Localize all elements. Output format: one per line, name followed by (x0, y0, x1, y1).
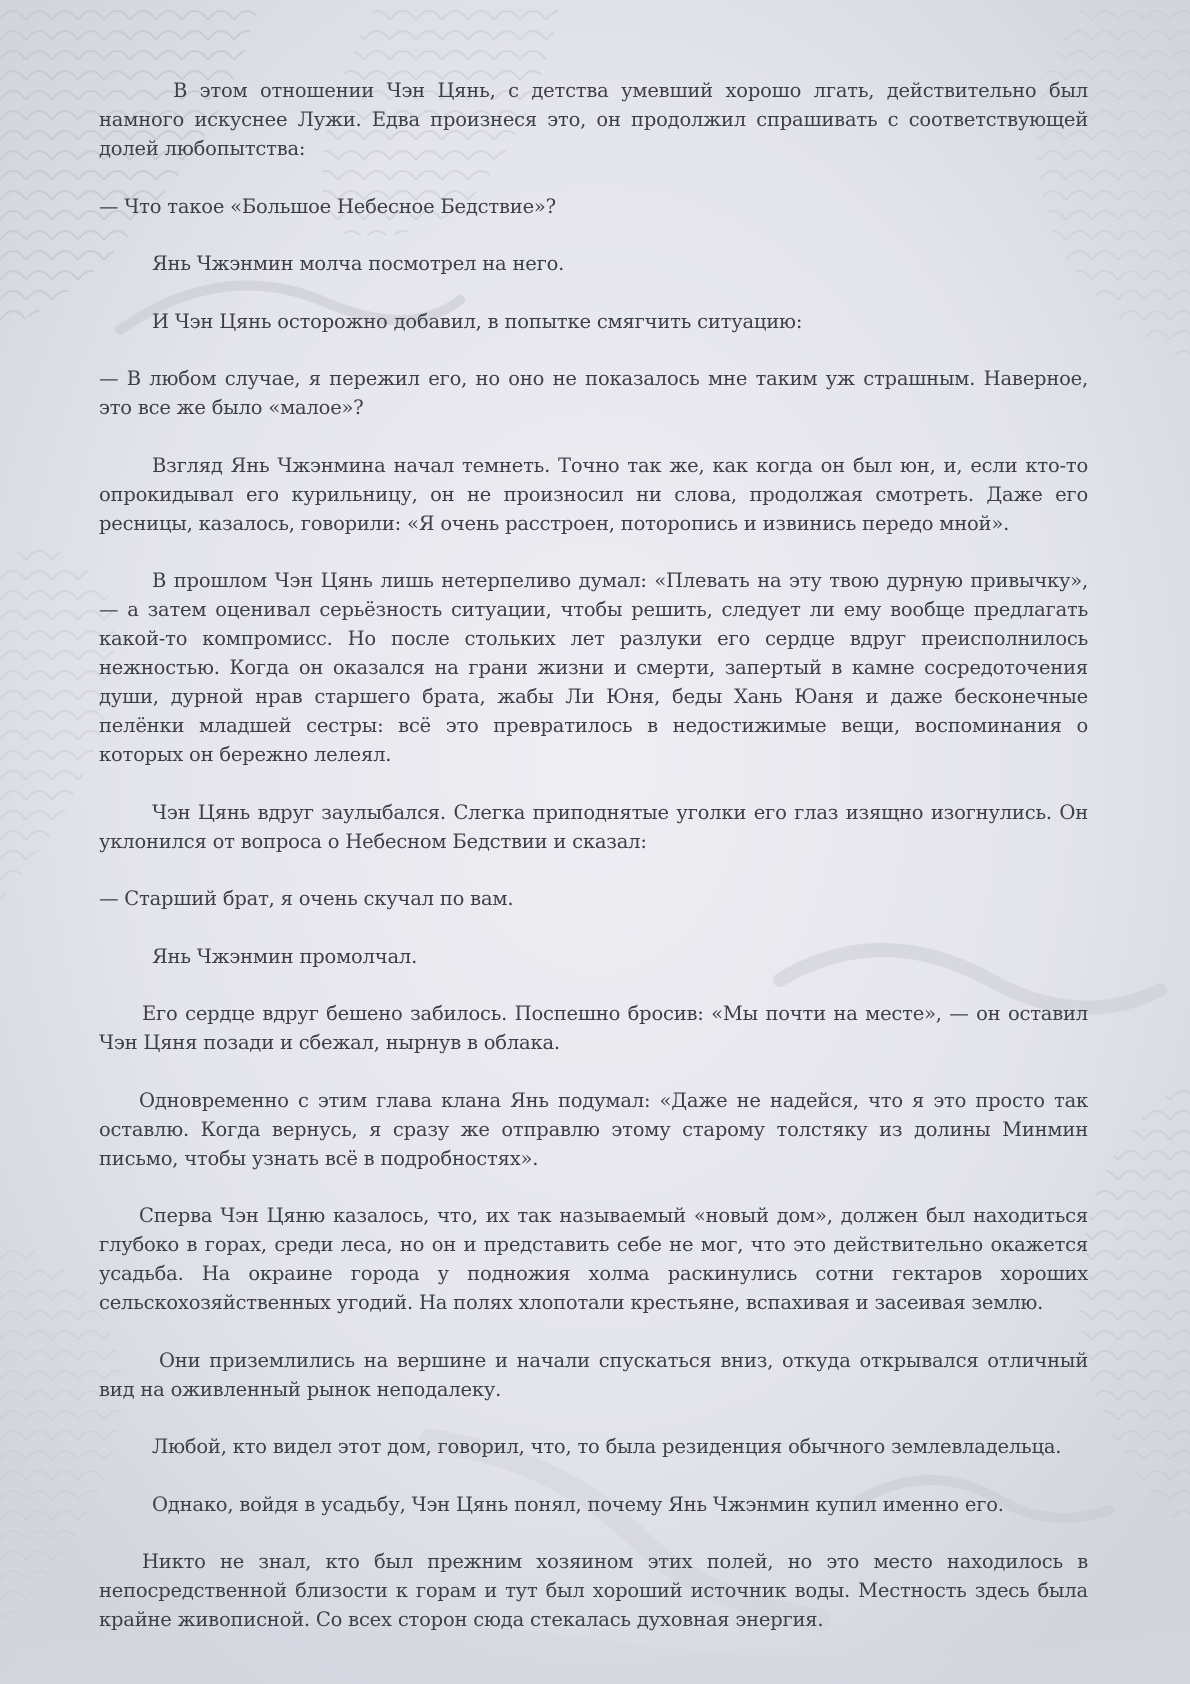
paragraph: В прошлом Чэн Цянь лишь нетерпеливо думал: «Плевать на эту твою дурную привычку», — а затем оценивал серьёзность ситуации, чтобы решить, следует ли ему вообще предлагать какой-то компромисс. Но после стольких лет разлуки его сердце вдруг преисполнилось нежностью. Когда он оказался на грани жизни и смерти, запертый в камне сосредоточения души, дурной нрав старшего брата, жабы Ли Юня, беды Хань Юаня и даже бесконечные пелёнки младшей сестры: всё это превратилось в недостижимые вещи, воспоминания о которых он бережно лелеял. (99, 569, 1088, 766)
paragraph: Они приземлились на вершине и начали спускаться вниз, откуда открывался отличный вид на оживленный рынок неподалеку. (99, 1348, 1088, 1401)
paragraph: В этом отношении Чэн Цянь, с детства умевший хорошо лгать, действительно был намного искуснее Лужи. Едва произнеся это, он продолжил спрашивать с соответствующей долей любопытства: (99, 79, 1088, 160)
paragraph: Любой, кто видел этот дом, говорил, что, то была резиденция обычного землевладельца. (152, 1435, 1062, 1458)
paragraph: — Что такое «Большое Небесное Бедствие»? (99, 194, 556, 218)
paragraph: И Чэн Цянь осторожно добавил, в попытке смягчить ситуацию: (152, 309, 803, 333)
paragraph: — В любом случае, я пережил его, но оно не показалось мне таким уж страшным. Наверное, это все же было «малое»? (99, 367, 1088, 419)
paragraph: Никто не знал, кто был прежним хозяином этих полей, но это место находилось в непосредственной близости к горам и тут был хороший источник воды. Местность здесь была крайне живописной. Со всех сторон сюда стекалась духовная энергия. (99, 1550, 1088, 1631)
paragraph: Янь Чжэнмин промолчал. (152, 944, 418, 968)
paragraph: Сперва Чэн Цяню казалось, что, их так называемый «новый дом», должен был находиться глубоко в горах, среди леса, но он и представить себе не мог, что это действительно окажется усадьба. На окраине города у подножия холма раскинулись сотни гектаров хороших сельскохозяйственных угодий. На полях хлопотали крестьяне, вспахивая и засеивая землю. (99, 1204, 1088, 1314)
paragraph: Одновременно с этим глава клана Янь подумал: «Даже не надейся, что я это просто так оставлю. Когда вернусь, я сразу же отправлю этому старому толстяку из долины Минмин письмо, чтобы узнать всё в подробностях». (99, 1088, 1088, 1170)
paragraph: Янь Чжэнмин молча посмотрел на него. (152, 252, 565, 275)
paragraph: — Старший брат, я очень скучал по вам. (99, 887, 514, 910)
paragraph: Его сердце вдруг бешено забилось. Поспешно бросив: «Мы почти на месте», — он оставил Чэн Цяня позади и сбежал, нырнув в облака. (99, 1002, 1088, 1054)
paragraph: Чэн Цянь вдруг заулыбался. Слегка приподнятые уголки его глаз изящно изогнулись. Он уклонился от вопроса о Небесном Бедствии и сказал: (99, 800, 1088, 853)
paragraph: Взгляд Янь Чжэнмина начал темнеть. Точно так же, как когда он был юн, и, если кто-то опрокидывал его курильницу, он не произносил ни слова, продолжая смотреть. Даже его ресницы, казалось, говорили: «Я очень расстроен, поторопись и извинись передо мной». (99, 453, 1088, 535)
paragraph: Однако, войдя в усадьбу, Чэн Цянь понял, почему Янь Чжэнмин купил именно его. (152, 1492, 1004, 1516)
document-body (99, 76, 1088, 1663)
